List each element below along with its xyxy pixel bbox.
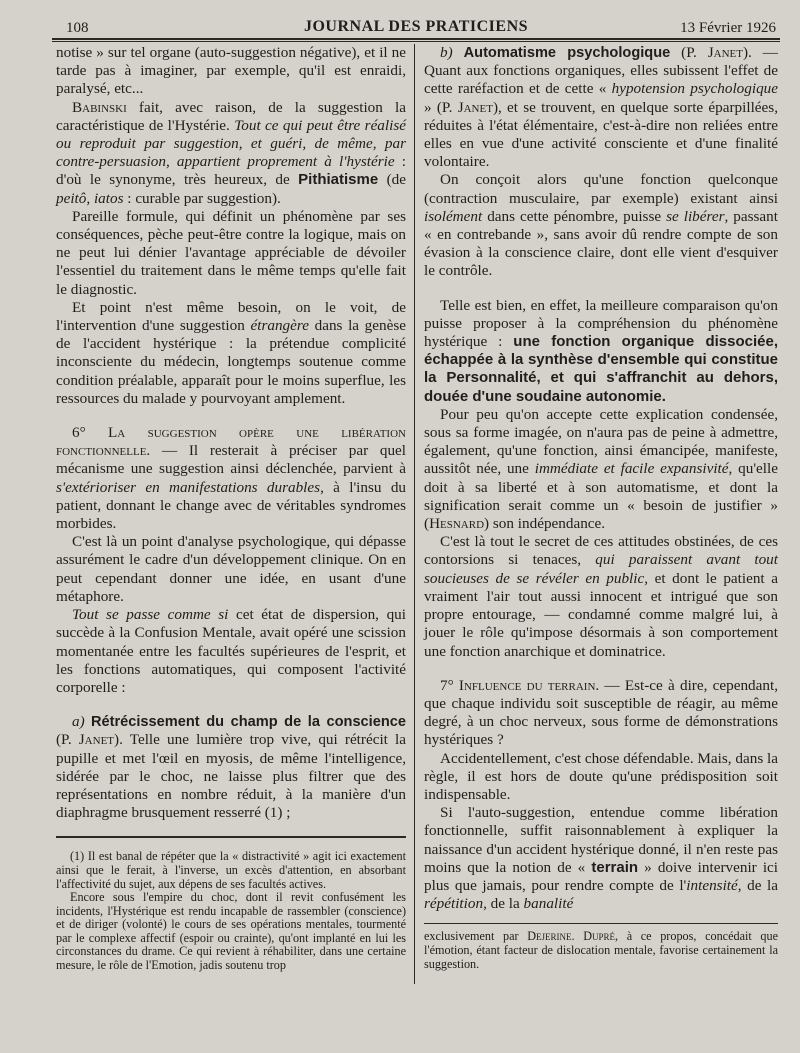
footnote-text xyxy=(424,930,778,971)
text: Et point n'est même besoin, on le voit, de l'intervention d'une suggestion xyxy=(56,298,406,335)
section-6 xyxy=(56,424,406,533)
key-statement: une fonction organique dissociée, échappée à la synthèse d'ensemble qui constitue la Personnalité, et qui s'affranchit au dehors, douée d'une soudaine autonomie. xyxy=(424,333,778,405)
emphasis: immédiate et facile expansivité xyxy=(534,460,729,478)
term: Pithiatisme xyxy=(298,171,379,189)
text: ). — Quant aux fonctions organiques, elles subissent l'effet de cette raréfaction et de cette « xyxy=(424,44,778,98)
emphasis: qui paraissent avant tout soucieuses de se révéler en public xyxy=(424,551,778,587)
paragraph xyxy=(56,44,406,99)
text: , qu'elle doit à sa liberté et à son automatisme, et dont la signification serait comme un « besoin de justifier » ( xyxy=(424,460,778,533)
column-divider xyxy=(414,44,415,984)
header-rule xyxy=(52,38,780,40)
journal-title: JOURNAL DES PRATICIENS xyxy=(303,18,529,35)
text: , à ce propos, concédait que l'émotion, étant facteur de dislocation mentale, favorise certainement la suggestion. xyxy=(424,929,778,971)
text: Telle est bien, en effet, la meilleure comparaison qu'on puisse proposer à la compréhension du phénomène hystérique : xyxy=(424,296,778,351)
emphasis: isolément xyxy=(424,207,483,225)
text: fait, avec raison, de la suggestion la caractéristique de l'Hystérie. xyxy=(56,98,406,134)
right-column xyxy=(424,44,778,971)
text: » (P. xyxy=(424,98,458,116)
subsection-b xyxy=(424,44,778,171)
text: — Il resterait à préciser par quel mécanisme une suggestion ainsi déclenchée, parvient à xyxy=(56,442,406,478)
author-name: Janet xyxy=(78,731,115,749)
text: . xyxy=(571,929,584,944)
author-name: Dejerine xyxy=(527,929,572,944)
paragraph xyxy=(56,99,406,208)
emphasis: Tout se passe comme si xyxy=(72,606,229,624)
text: , de la xyxy=(483,895,524,913)
paragraph xyxy=(424,804,778,913)
text: (P. xyxy=(56,731,79,749)
text: (de xyxy=(378,171,406,189)
text: On conçoit alors qu'une fonction quelconque (contraction musculaire, par exemple) existant ainsi xyxy=(424,171,778,207)
paragraph xyxy=(56,299,406,408)
page-number: 108 xyxy=(66,20,89,36)
text: : d'où le synonyme, très heureux, de xyxy=(56,153,406,189)
emphasis: peitô, iatos xyxy=(56,189,124,207)
header-rule-thin xyxy=(52,41,780,42)
subsection-heading: Rétrécissement du champ de la conscience xyxy=(90,714,406,731)
author-name: Hesnard xyxy=(429,515,485,533)
paragraph xyxy=(56,208,406,299)
text: Si l'auto-suggestion, entendue comme libération fonctionnelle, suffit raisonnablement à expliquer la naissance d'un accident hystérique donné, il n'en reste pas moins que la notion de « xyxy=(424,804,778,876)
left-column xyxy=(56,44,406,973)
paragraph xyxy=(56,533,406,606)
paragraph xyxy=(424,406,778,533)
author-name: Babinski xyxy=(72,98,127,116)
section-7 xyxy=(424,677,778,750)
subsection-heading: Automatisme psychologique xyxy=(463,45,671,61)
text: » doive intervenir ici plus que jamais, pour rendre compte de l' xyxy=(424,858,778,894)
text: dans la genèse de l'accident hystérique : la prétendue complicité inconsciente du médecin, longtemps soutenue comme condition préalable, apparaît pour le moins superflue, les ressources du malade y pourvoyant amplement. xyxy=(56,317,406,407)
paragraph xyxy=(424,750,778,805)
subsection-a xyxy=(56,713,406,822)
text: (P. xyxy=(670,44,708,61)
item-letter: a) xyxy=(72,713,91,731)
text: cet état de dispersion, qui succède à la Confusion Mentale, avait opéré une scission momentanée entre les facultés supérieures de l'esprit, et les fonctions automatiques, qui composent l'activité corporelle : xyxy=(56,606,406,696)
text: C'est là un point d'analyse psychologique, qui dépasse assurément le cadre d'un développement clinique. On en peut cependant donner une idée, en usant d'une métaphore. xyxy=(56,533,406,605)
section-heading: 6° La suggestion opère une libération fonctionnelle. xyxy=(56,424,406,460)
text: : curable par suggestion). xyxy=(123,189,281,207)
text: ). Telle une lumière trop vive, qui rétrécit la pupille et met l'œil en myosis, de même l'intelligence, sidérée par le choc, ne laisse plus filtrer que des représentations en nombre réduit, à la manière d'un diaphragme brusquement resserré (1) ; xyxy=(56,731,406,822)
section-heading: 7° Influence du terrain. xyxy=(440,676,600,694)
text: , passant « en contrebande », sans avoir dû rendre compte de son évasion à la conscience claire, dont elle vient d'esquiver le contrôle. xyxy=(424,207,778,280)
paragraph xyxy=(56,606,406,697)
footnote-text: Encore sous l'empire du choc, dont il revit confusément les incidents, l'Hystérique est rendu incapable de rassembler (conscience) et de diriger (volonté) le cours de ses opérations mentales, tourmenté par le complexe affectif (espoir ou crainte), qu'ont implanté en lui les circonstances du drame. Ce qui revient à réhabiliter, dans une certaine mesure, le rôle de l'Emotion, jadis soutenu trop xyxy=(56,890,406,973)
emphasis: étrangère xyxy=(250,317,309,335)
author-name: Janet xyxy=(707,44,743,61)
author-name: Dupré xyxy=(583,929,616,944)
emphasis: répétition xyxy=(424,895,484,913)
text: — Est-ce à dire, cependant, que chaque individu soit susceptible de réagir, au même degré, à un choc nerveux, sous forme de démonstrations hystériques ? xyxy=(424,676,778,749)
text: dans cette pénombre, puisse xyxy=(482,207,667,225)
text: ) son indépendance. xyxy=(484,515,606,533)
footnote xyxy=(56,850,406,972)
paragraph xyxy=(424,171,778,280)
emphasis: hypotension psychologique xyxy=(611,80,779,98)
paragraph xyxy=(424,297,778,406)
item-letter: b) xyxy=(440,44,464,61)
footnote-text: (1) Il est banal de répéter que la « distractivité » agit ici exactement ainsi que le ferait, à l'inverse, un excès d'attention, en absorbant l'affectivité du sujet, aux dépens de ses facultés actives. xyxy=(56,849,406,891)
emphasis: Tout ce qui peut être réalisé ou reproduit par suggestion, et guéri, de même, par contre-persuasion, appartient proprement à l'hystérie xyxy=(56,116,406,171)
text: ), et se trouvent, en quelque sorte éparpillées, réduites à l'état élémentaire, c'est-à-dire non reliées entre elles en vue d'une activité consciente et d'une finalité volontaire. xyxy=(424,98,778,171)
text: , et dont le patient a vraiment l'air tout aussi innocent et intrigué que son propre entourage, — condamné comme malgré lui, à jouer le rôle qu'impose désormais à son comportement une fonction anarchique et dominatrice. xyxy=(424,569,778,660)
text: Pareille formule, qui définit un phénomène par ses conséquences, pèche peut-être contre la logique, mais on ne peut lui dénier l'avantage appréciable de dévoiler l'essentiel du traitement dans le même temps qu'elle fait le diagnostic. xyxy=(56,207,406,298)
text: Accidentellement, c'est chose défendable. Mais, dans la règle, il est hors de doute qu'une prédisposition soit indispensable. xyxy=(424,749,778,803)
emphasis: banalité xyxy=(523,895,574,913)
text: , de la xyxy=(737,876,778,894)
text: , à l'insu du patient, donnant le change avec de véritables syndromes morbides. xyxy=(56,478,407,533)
emphasis: s'extérioriser en manifestations durables xyxy=(56,478,321,496)
author-name: Janet xyxy=(457,98,493,116)
paragraph xyxy=(424,533,778,660)
text: exclusivement par xyxy=(424,929,528,944)
footnote-rule xyxy=(424,923,778,924)
term: terrain xyxy=(591,858,639,876)
issue-date: 13 Février 1926 xyxy=(680,20,776,36)
text: C'est là tout le secret de ces attitudes obstinées, de ces contorsions si tenaces, xyxy=(424,533,778,569)
footnote-rule xyxy=(56,836,406,838)
text: notise » sur tel organe (auto-suggestion négative), et il ne tarde pas à imaginer, par exemple, qu'il est enraidi, paralysé, etc... xyxy=(56,44,406,98)
text: Pour peu qu'on accepte cette explication condensée, sous sa forme imagée, on n'aura pas de peine à admettre, également, qu'une fonction, ainsi émancipée, manifeste, aussitôt née, une xyxy=(424,405,778,478)
emphasis: intensité xyxy=(686,876,738,894)
emphasis: se libérer xyxy=(666,207,725,225)
footnote-continuation xyxy=(424,930,778,971)
